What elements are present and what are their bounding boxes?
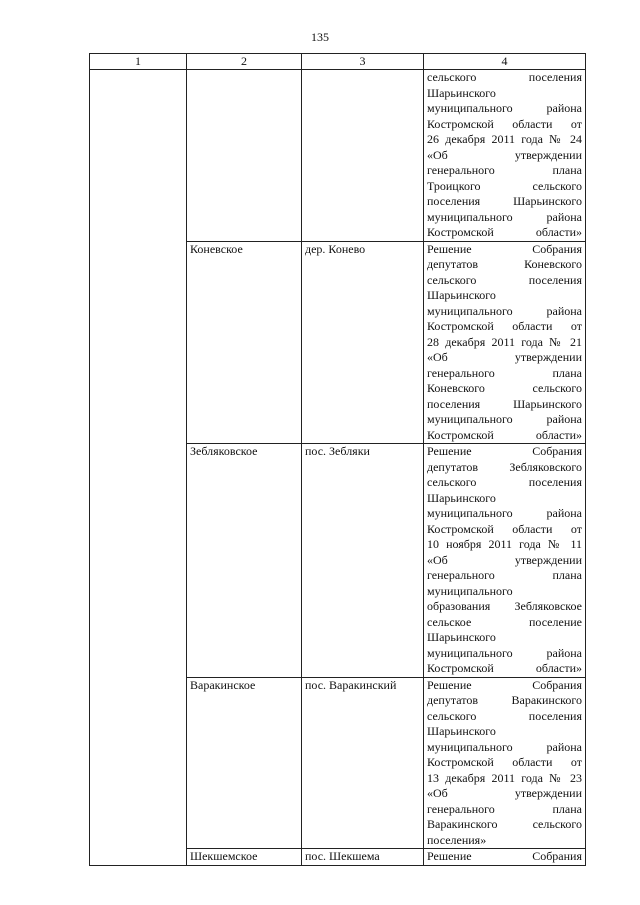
column-header-2: 2 [187, 54, 302, 70]
decision-line: муниципального [427, 583, 513, 598]
decision-line: Костромской области» [427, 427, 582, 442]
decision-line: Решение Собрания [427, 241, 582, 256]
settlement-name: Варакинское [187, 677, 302, 849]
decision-line: Решение Собрания [427, 444, 582, 458]
table-row [90, 70, 586, 242]
decision-line: «Об утверждении [427, 147, 582, 162]
decision-line: сельского поселения [427, 70, 582, 84]
settlements-table [89, 53, 586, 866]
decision-line: сельское поселение [427, 614, 582, 629]
column-header-4: 4 [424, 54, 586, 70]
decision-line: Шарьинского [427, 490, 496, 505]
decision-line: Решение Собрания [427, 849, 582, 863]
decision-line: Коневского сельского [427, 381, 582, 395]
admin-center: пос. Шекшема [302, 849, 424, 866]
decision-line: муниципального района [427, 303, 582, 318]
decision-line: муниципального района [427, 101, 582, 115]
decision-line: депутатов Варакинского [427, 693, 582, 707]
decision-line: Шарьинского [427, 85, 496, 100]
decision-line: «Об утверждении [427, 786, 582, 800]
decision-line: поселения» [427, 832, 487, 847]
admin-center: пос. Варакинский [302, 677, 424, 849]
decision-line: сельского поселения [427, 272, 582, 287]
decision-line: генерального плана [427, 163, 582, 177]
decision-line: муниципального района [427, 645, 582, 660]
decision-line: Костромской области от [427, 319, 582, 333]
decision-line: муниципального района [427, 506, 582, 520]
decision-line: сельского поселения [427, 475, 582, 489]
column-header-3: 3 [302, 54, 424, 70]
decision-line: поселения Шарьинского [427, 396, 582, 411]
settlement-name [187, 70, 302, 242]
decision-line: генерального плана [427, 801, 582, 816]
decision-text [424, 70, 586, 242]
decision-line: муниципального района [427, 412, 582, 426]
admin-center [302, 70, 424, 242]
decision-line: муниципального района [427, 739, 582, 754]
decision-line: Костромской области» [427, 225, 582, 239]
decision-line: Костромской области от [427, 116, 582, 131]
decision-line: Решение Собрания [427, 677, 582, 692]
decision-line: 13 декабря 2011 года № 23 [427, 770, 582, 785]
decision-line: «Об утверждении [427, 350, 582, 364]
decision-line: Шарьинского [427, 630, 496, 644]
decision-line: Троицкого сельского [427, 178, 582, 193]
settlement-name: Коневское [187, 241, 302, 444]
admin-center: пос. Зебляки [302, 444, 424, 678]
column-1-cell [90, 70, 187, 866]
decision-line: 28 декабря 2011 года № 21 [427, 334, 582, 349]
decision-line: Шарьинского [427, 724, 496, 738]
decision-line: депутатов Зебляковского [427, 459, 582, 474]
admin-center: дер. Конево [302, 241, 424, 444]
decision-text [424, 849, 586, 866]
decision-text [424, 677, 586, 849]
column-header-1: 1 [90, 54, 187, 70]
decision-line: образования Зебляковское [427, 599, 582, 613]
decision-line: Шарьинского [427, 288, 496, 302]
decision-line: генерального плана [427, 568, 582, 582]
decision-line: генерального плана [427, 365, 582, 380]
page-number: 135 [311, 30, 329, 44]
settlement-name: Зебляковское [187, 444, 302, 678]
decision-line: депутатов Коневского [427, 257, 582, 271]
decision-line: Варакинского сельского [427, 817, 582, 831]
decision-line: поселения Шарьинского [427, 194, 582, 208]
settlement-name: Шекшемское [187, 849, 302, 866]
decision-line: Костромской области от [427, 521, 582, 536]
decision-line: Костромской области» [427, 661, 582, 675]
decision-line: Костромской области от [427, 755, 582, 769]
decision-text [424, 444, 586, 678]
decision-text [424, 241, 586, 444]
decision-line: муниципального района [427, 209, 582, 224]
decision-line: сельского поселения [427, 708, 582, 723]
decision-line: 26 декабря 2011 года № 24 [427, 132, 582, 146]
decision-line: 10 ноября 2011 года № 11 [427, 537, 582, 551]
table-header-row [90, 54, 586, 70]
decision-line: «Об утверждении [427, 552, 582, 567]
